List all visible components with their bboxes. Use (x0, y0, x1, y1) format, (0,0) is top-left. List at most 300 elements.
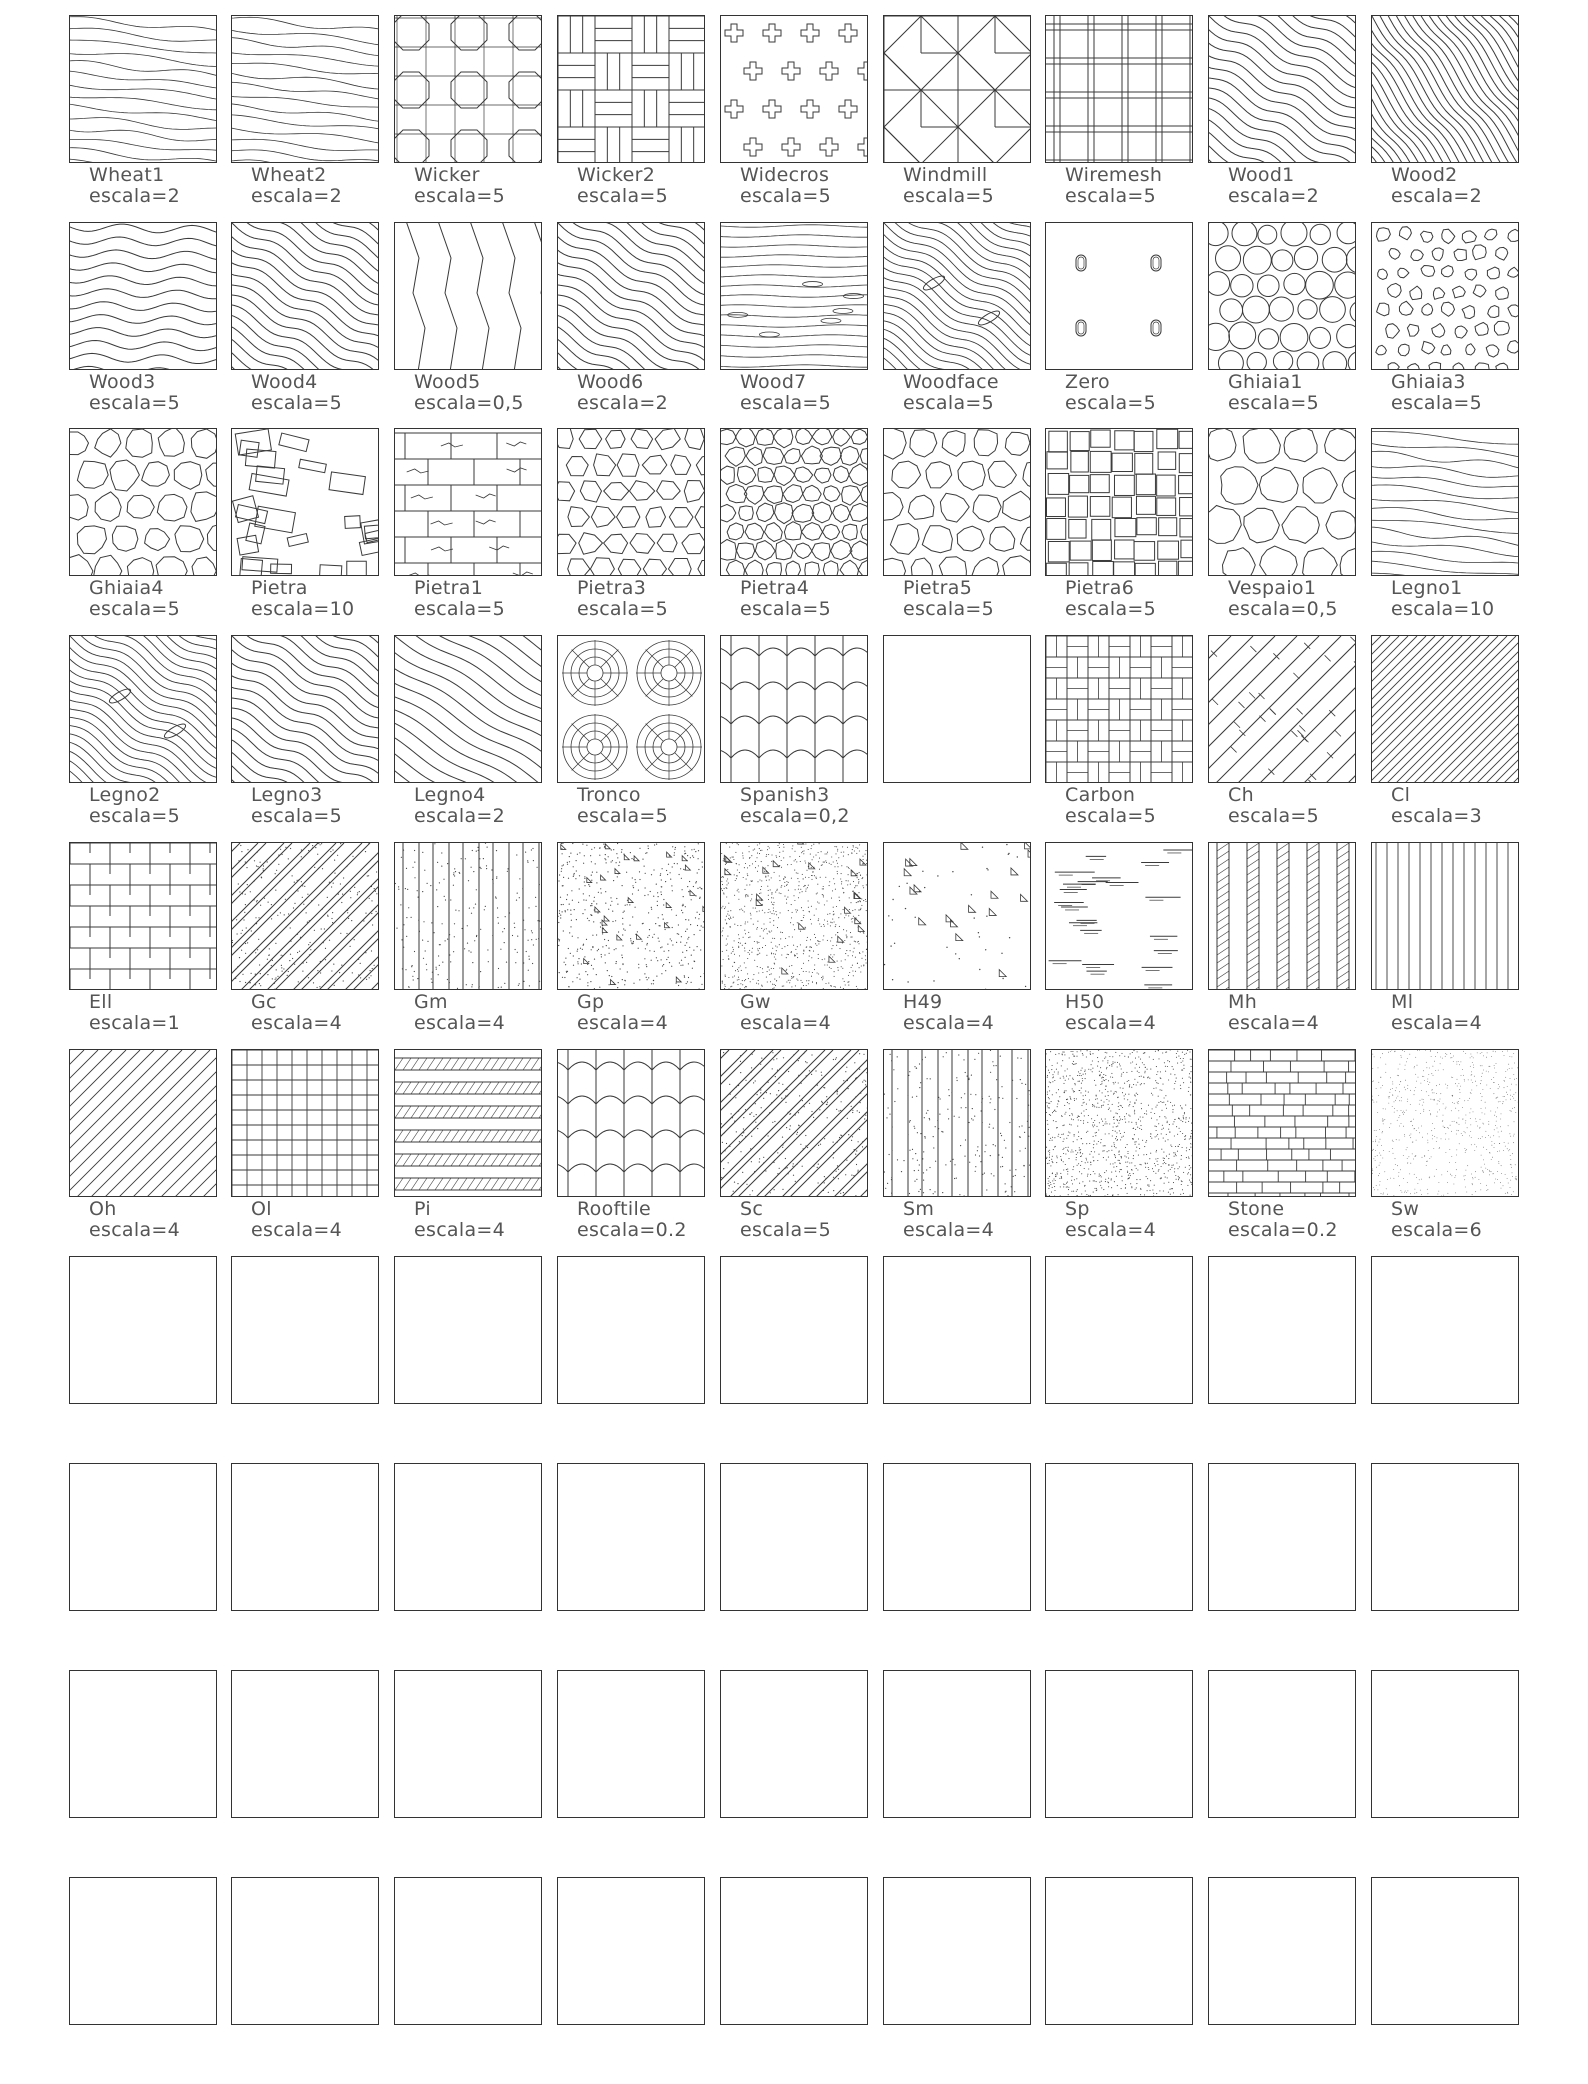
hatch-pattern-graphic (884, 1257, 1031, 1404)
pattern-label (251, 992, 342, 1034)
pattern-name: Ml (1391, 991, 1414, 1013)
hatch-pattern-graphic (558, 1464, 705, 1611)
pattern-name: Stone (1228, 1198, 1285, 1220)
hatch-pattern-graphic (1209, 1878, 1356, 2025)
pattern-label (903, 578, 994, 620)
pattern-name: Ol (251, 1198, 272, 1220)
pattern-name: Ghiaia3 (1391, 371, 1466, 393)
hatch-pattern-graphic (395, 636, 542, 783)
pattern-swatch (883, 1256, 1031, 1404)
hatch-pattern-graphic (232, 223, 379, 370)
pattern-swatch (1045, 1049, 1193, 1197)
pattern-scale: escala=1 (89, 1012, 181, 1034)
hatch-pattern-graphic (884, 1878, 1031, 2025)
hatch-pattern-graphic (70, 636, 217, 783)
pattern-name: Wood7 (740, 371, 807, 393)
hatch-pattern-graphic (884, 1671, 1031, 1818)
hatch-pattern-graphic (558, 16, 705, 163)
pattern-label (577, 992, 668, 1034)
pattern-name: Windmill (903, 164, 988, 186)
hatch-pattern-graphic (884, 429, 1031, 576)
pattern-scale: escala=5 (903, 392, 995, 414)
hatch-pattern-graphic (232, 429, 379, 576)
hatch-pattern-graphic (1046, 1671, 1193, 1818)
pattern-swatch (69, 1463, 217, 1611)
pattern-swatch (1371, 1463, 1519, 1611)
pattern-name: Wicker2 (577, 164, 656, 186)
hatch-pattern-graphic (721, 636, 868, 783)
hatch-pattern-graphic (1209, 223, 1356, 370)
pattern-name: Wood2 (1391, 164, 1458, 186)
pattern-scale: escala=4 (251, 1012, 343, 1034)
pattern-swatch (883, 1877, 1031, 2025)
pattern-scale: escala=0,5 (1228, 598, 1338, 620)
pattern-swatch (883, 1670, 1031, 1818)
pattern-swatch (231, 635, 379, 783)
pattern-swatch (69, 635, 217, 783)
pattern-scale: escala=5 (1228, 805, 1320, 827)
pattern-swatch (1045, 1670, 1193, 1818)
pattern-label (1391, 165, 1482, 207)
hatch-pattern-graphic (558, 429, 705, 576)
pattern-name: Mh (1228, 991, 1258, 1013)
pattern-swatch (557, 1256, 705, 1404)
pattern-swatch (69, 1049, 217, 1197)
pattern-label (414, 578, 505, 620)
pattern-label (1228, 785, 1319, 827)
hatch-pattern-graphic (1372, 223, 1519, 370)
hatch-pattern-graphic (232, 1878, 379, 2025)
pattern-scale: escala=10 (251, 598, 355, 620)
pattern-swatch (394, 842, 542, 990)
pattern-swatch (394, 222, 542, 370)
pattern-swatch (1045, 15, 1193, 163)
pattern-scale: escala=5 (903, 185, 995, 207)
pattern-label (903, 992, 994, 1034)
pattern-name: Wood1 (1228, 164, 1295, 186)
pattern-label (1228, 372, 1319, 414)
hatch-pattern-graphic (721, 1671, 868, 1818)
pattern-label (740, 165, 831, 207)
pattern-name: Sp (1065, 1198, 1090, 1220)
pattern-label (1391, 1199, 1482, 1241)
pattern-name: Wiremesh (1065, 164, 1163, 186)
hatch-pattern-graphic (1046, 429, 1193, 576)
pattern-swatch (557, 1049, 705, 1197)
pattern-name: Wood5 (414, 371, 481, 393)
hatch-pattern-graphic (558, 843, 705, 990)
pattern-name: Legno1 (1391, 577, 1463, 599)
pattern-scale: escala=5 (740, 1219, 832, 1241)
pattern-scale: escala=5 (1391, 392, 1483, 414)
pattern-label (89, 785, 180, 827)
pattern-label (251, 785, 342, 827)
pattern-swatch (557, 222, 705, 370)
pattern-swatch (69, 1670, 217, 1818)
hatch-pattern-graphic (70, 223, 217, 370)
pattern-scale: escala=0.2 (1228, 1219, 1338, 1241)
pattern-name: Wood6 (577, 371, 644, 393)
pattern-label (89, 1199, 180, 1241)
pattern-scale: escala=4 (1228, 1012, 1320, 1034)
pattern-name: Woodface (903, 371, 999, 393)
hatch-pattern-graphic (70, 843, 217, 990)
pattern-swatch (1045, 1463, 1193, 1611)
pattern-scale: escala=5 (577, 185, 669, 207)
hatch-pattern-graphic (884, 636, 1031, 783)
pattern-swatch (231, 1256, 379, 1404)
pattern-swatch (231, 428, 379, 576)
pattern-label (1228, 992, 1319, 1034)
hatch-pattern-graphic (1372, 429, 1519, 576)
pattern-swatch (1208, 428, 1356, 576)
hatch-pattern-graphic (558, 1257, 705, 1404)
pattern-label (89, 992, 180, 1034)
pattern-label (1228, 165, 1319, 207)
pattern-scale: escala=5 (1065, 805, 1157, 827)
hatch-pattern-graphic (558, 223, 705, 370)
pattern-name: H50 (1065, 991, 1105, 1013)
hatch-pattern-graphic (1372, 1878, 1519, 2025)
pattern-label (89, 165, 180, 207)
pattern-label (1065, 165, 1162, 207)
pattern-label (740, 785, 850, 827)
pattern-label (1065, 992, 1156, 1034)
hatch-pattern-graphic (1209, 1671, 1356, 1818)
pattern-scale: escala=4 (577, 1012, 669, 1034)
pattern-swatch (720, 1877, 868, 2025)
pattern-label (1065, 578, 1156, 620)
hatch-pattern-graphic (1046, 16, 1193, 163)
hatch-pattern-graphic (1046, 1257, 1193, 1404)
pattern-name: Carbon (1065, 784, 1136, 806)
pattern-label (577, 372, 668, 414)
pattern-swatch (1045, 842, 1193, 990)
pattern-label (740, 578, 831, 620)
pattern-swatch (557, 1670, 705, 1818)
pattern-swatch (883, 222, 1031, 370)
pattern-label (1391, 372, 1482, 414)
pattern-label (414, 372, 524, 414)
pattern-label (577, 785, 668, 827)
pattern-name: Ell (89, 991, 113, 1013)
pattern-swatch (720, 635, 868, 783)
pattern-label (740, 372, 831, 414)
pattern-label (1228, 1199, 1338, 1241)
pattern-swatch (720, 428, 868, 576)
pattern-swatch (394, 1670, 542, 1818)
pattern-scale: escala=2 (1228, 185, 1320, 207)
pattern-swatch (69, 1256, 217, 1404)
pattern-swatch (557, 1463, 705, 1611)
hatch-pattern-graphic (1209, 1050, 1356, 1197)
hatch-pattern-graphic (1046, 1878, 1193, 2025)
pattern-name: Pietra (251, 577, 308, 599)
pattern-swatch (557, 15, 705, 163)
pattern-scale: escala=5 (1228, 392, 1320, 414)
pattern-name: Ghiaia4 (89, 577, 164, 599)
pattern-swatch (883, 635, 1031, 783)
pattern-name: Pietra6 (1065, 577, 1135, 599)
hatch-pattern-graphic (395, 1878, 542, 2025)
hatch-pattern-graphic (1372, 843, 1519, 990)
hatch-pattern-graphic (1372, 16, 1519, 163)
hatch-pattern-graphic (70, 1464, 217, 1611)
hatch-pattern-graphic (232, 1464, 379, 1611)
hatch-pattern-graphic (232, 1257, 379, 1404)
pattern-label (1391, 578, 1494, 620)
hatch-pattern-graphic (884, 843, 1031, 990)
pattern-name: Wood3 (89, 371, 156, 393)
pattern-swatch (231, 1463, 379, 1611)
pattern-scale: escala=4 (903, 1219, 995, 1241)
pattern-swatch (394, 428, 542, 576)
hatch-pattern-graphic (721, 1878, 868, 2025)
hatch-pattern-graphic (884, 1050, 1031, 1197)
hatch-pattern-graphic (1046, 1464, 1193, 1611)
pattern-swatch (394, 1877, 542, 2025)
pattern-swatch (1371, 1256, 1519, 1404)
pattern-swatch (1208, 1463, 1356, 1611)
pattern-scale: escala=4 (740, 1012, 832, 1034)
pattern-swatch (1371, 222, 1519, 370)
pattern-swatch (1371, 635, 1519, 783)
hatch-pattern-graphic (70, 1671, 217, 1818)
hatch-pattern-graphic (1209, 429, 1356, 576)
pattern-label (903, 165, 994, 207)
hatch-pattern-graphic (721, 429, 868, 576)
pattern-label (251, 1199, 342, 1241)
pattern-swatch (557, 1877, 705, 2025)
pattern-label (577, 578, 668, 620)
hatch-pattern-graphic (1209, 1257, 1356, 1404)
pattern-scale: escala=5 (1065, 185, 1157, 207)
hatch-pattern-graphic (1046, 636, 1193, 783)
hatch-pattern-graphic (232, 1050, 379, 1197)
pattern-swatch (1371, 15, 1519, 163)
pattern-name: Spanish3 (740, 784, 830, 806)
hatch-pattern-graphic (1209, 16, 1356, 163)
pattern-name: Gc (251, 991, 277, 1013)
hatch-pattern-graphic (70, 16, 217, 163)
pattern-swatch (394, 1049, 542, 1197)
pattern-label (903, 372, 999, 414)
hatch-pattern-graphic (232, 843, 379, 990)
hatch-pattern-graphic (721, 16, 868, 163)
hatch-pattern-graphic (232, 16, 379, 163)
pattern-scale: escala=2 (414, 805, 506, 827)
hatch-pattern-graphic (1046, 223, 1193, 370)
hatch-pattern-graphic (558, 636, 705, 783)
pattern-swatch (720, 15, 868, 163)
pattern-swatch (883, 842, 1031, 990)
pattern-swatch (69, 842, 217, 990)
hatch-pattern-graphic (721, 1464, 868, 1611)
pattern-scale: escala=4 (1065, 1219, 1157, 1241)
pattern-swatch (231, 1670, 379, 1818)
pattern-scale: escala=5 (577, 598, 669, 620)
hatch-pattern-graphic (1209, 1464, 1356, 1611)
pattern-name: Pi (414, 1198, 431, 1220)
pattern-scale: escala=4 (1391, 1012, 1483, 1034)
pattern-name: Gw (740, 991, 771, 1013)
pattern-name: Vespaio1 (1228, 577, 1317, 599)
pattern-scale: escala=2 (251, 185, 343, 207)
pattern-scale: escala=0,2 (740, 805, 850, 827)
pattern-label (740, 1199, 831, 1241)
hatch-pattern-graphic (1372, 1050, 1519, 1197)
pattern-swatch (394, 1463, 542, 1611)
hatch-pattern-graphic (1372, 636, 1519, 783)
pattern-name: Rooftile (577, 1198, 652, 1220)
pattern-swatch (1371, 1670, 1519, 1818)
pattern-scale: escala=10 (1391, 598, 1495, 620)
hatch-pattern-graphic (395, 16, 542, 163)
hatch-pattern-graphic (395, 1671, 542, 1818)
pattern-name: Widecros (740, 164, 830, 186)
pattern-name: H49 (903, 991, 943, 1013)
hatch-pattern-graphic (395, 429, 542, 576)
pattern-swatch (394, 15, 542, 163)
hatch-pattern-graphic (232, 636, 379, 783)
hatch-pattern-graphic (558, 1050, 705, 1197)
pattern-label (577, 1199, 687, 1241)
pattern-swatch (720, 222, 868, 370)
pattern-label (414, 785, 505, 827)
pattern-scale: escala=2 (577, 392, 669, 414)
pattern-scale: escala=5 (740, 392, 832, 414)
pattern-swatch (883, 15, 1031, 163)
pattern-scale: escala=2 (1391, 185, 1483, 207)
hatch-pattern-graphic (1209, 636, 1356, 783)
pattern-name: Ghiaia1 (1228, 371, 1303, 393)
pattern-swatch (231, 15, 379, 163)
pattern-swatch (720, 1463, 868, 1611)
pattern-name: Pietra5 (903, 577, 973, 599)
pattern-swatch (1208, 1049, 1356, 1197)
pattern-scale: escala=5 (89, 805, 181, 827)
pattern-swatch (720, 1049, 868, 1197)
pattern-label (1065, 372, 1156, 414)
pattern-swatch (1208, 222, 1356, 370)
pattern-scale: escala=5 (89, 392, 181, 414)
pattern-swatch (1208, 842, 1356, 990)
hatch-pattern-graphic (395, 1464, 542, 1611)
pattern-name: Sm (903, 1198, 935, 1220)
pattern-name: Zero (1065, 371, 1110, 393)
hatch-pattern-graphic (884, 223, 1031, 370)
pattern-scale: escala=6 (1391, 1219, 1483, 1241)
hatch-pattern-graphic (395, 1257, 542, 1404)
pattern-swatch (720, 842, 868, 990)
pattern-label (251, 165, 342, 207)
pattern-swatch (69, 15, 217, 163)
pattern-swatch (883, 1463, 1031, 1611)
pattern-swatch (1208, 1670, 1356, 1818)
pattern-swatch (1208, 1256, 1356, 1404)
hatch-pattern-graphic (884, 1464, 1031, 1611)
pattern-name: Sw (1391, 1198, 1420, 1220)
pattern-swatch (69, 1877, 217, 2025)
pattern-label (1391, 785, 1482, 827)
pattern-label (1228, 578, 1338, 620)
pattern-label (577, 165, 668, 207)
pattern-name: Tronco (577, 784, 641, 806)
pattern-label (1065, 1199, 1156, 1241)
pattern-scale: escala=5 (414, 185, 506, 207)
hatch-pattern-graphic (70, 1878, 217, 2025)
pattern-name: Gp (577, 991, 605, 1013)
pattern-swatch (720, 1256, 868, 1404)
pattern-label (1391, 992, 1482, 1034)
pattern-swatch (231, 222, 379, 370)
pattern-swatch (69, 428, 217, 576)
pattern-scale: escala=0,5 (414, 392, 524, 414)
pattern-swatch (231, 1877, 379, 2025)
hatch-pattern-graphic (395, 843, 542, 990)
hatch-pattern-graphic (70, 1257, 217, 1404)
pattern-name: Legno2 (89, 784, 161, 806)
pattern-name: Legno3 (251, 784, 323, 806)
hatch-pattern-graphic (721, 1050, 868, 1197)
pattern-scale: escala=4 (251, 1219, 343, 1241)
pattern-scale: escala=5 (740, 598, 832, 620)
pattern-label (89, 372, 180, 414)
pattern-name: Pietra3 (577, 577, 647, 599)
pattern-swatch (231, 1049, 379, 1197)
pattern-label (414, 165, 505, 207)
hatch-pattern-graphic (1372, 1671, 1519, 1818)
pattern-name: Pietra1 (414, 577, 484, 599)
pattern-scale: escala=5 (1065, 598, 1157, 620)
hatch-pattern-graphic (1046, 843, 1193, 990)
pattern-scale: escala=5 (251, 392, 343, 414)
pattern-swatch (720, 1670, 868, 1818)
pattern-swatch (1045, 1256, 1193, 1404)
hatch-pattern-graphic (395, 223, 542, 370)
pattern-scale: escala=5 (89, 598, 181, 620)
pattern-swatch (1371, 1049, 1519, 1197)
pattern-label (251, 578, 354, 620)
pattern-swatch (883, 428, 1031, 576)
pattern-name: Cl (1391, 784, 1411, 806)
pattern-swatch (1045, 635, 1193, 783)
pattern-swatch (1045, 1877, 1193, 2025)
pattern-swatch (1045, 222, 1193, 370)
pattern-scale: escala=5 (251, 805, 343, 827)
pattern-scale: escala=5 (1065, 392, 1157, 414)
pattern-name: Pietra4 (740, 577, 810, 599)
pattern-scale: escala=5 (740, 185, 832, 207)
hatch-pattern-graphic (1372, 1257, 1519, 1404)
hatch-pattern-graphic (395, 1050, 542, 1197)
pattern-label (251, 372, 342, 414)
pattern-label (89, 578, 180, 620)
hatch-pattern-graphic (558, 1878, 705, 2025)
hatch-pattern-graphic (721, 843, 868, 990)
pattern-label (903, 1199, 994, 1241)
pattern-swatch (231, 842, 379, 990)
pattern-name: Gm (414, 991, 448, 1013)
pattern-name: Legno4 (414, 784, 486, 806)
pattern-swatch (1208, 635, 1356, 783)
pattern-name: Wood4 (251, 371, 318, 393)
pattern-scale: escala=4 (903, 1012, 995, 1034)
pattern-swatch (394, 635, 542, 783)
pattern-scale: escala=5 (414, 598, 506, 620)
pattern-scale: escala=4 (414, 1012, 506, 1034)
pattern-name: Ch (1228, 784, 1254, 806)
